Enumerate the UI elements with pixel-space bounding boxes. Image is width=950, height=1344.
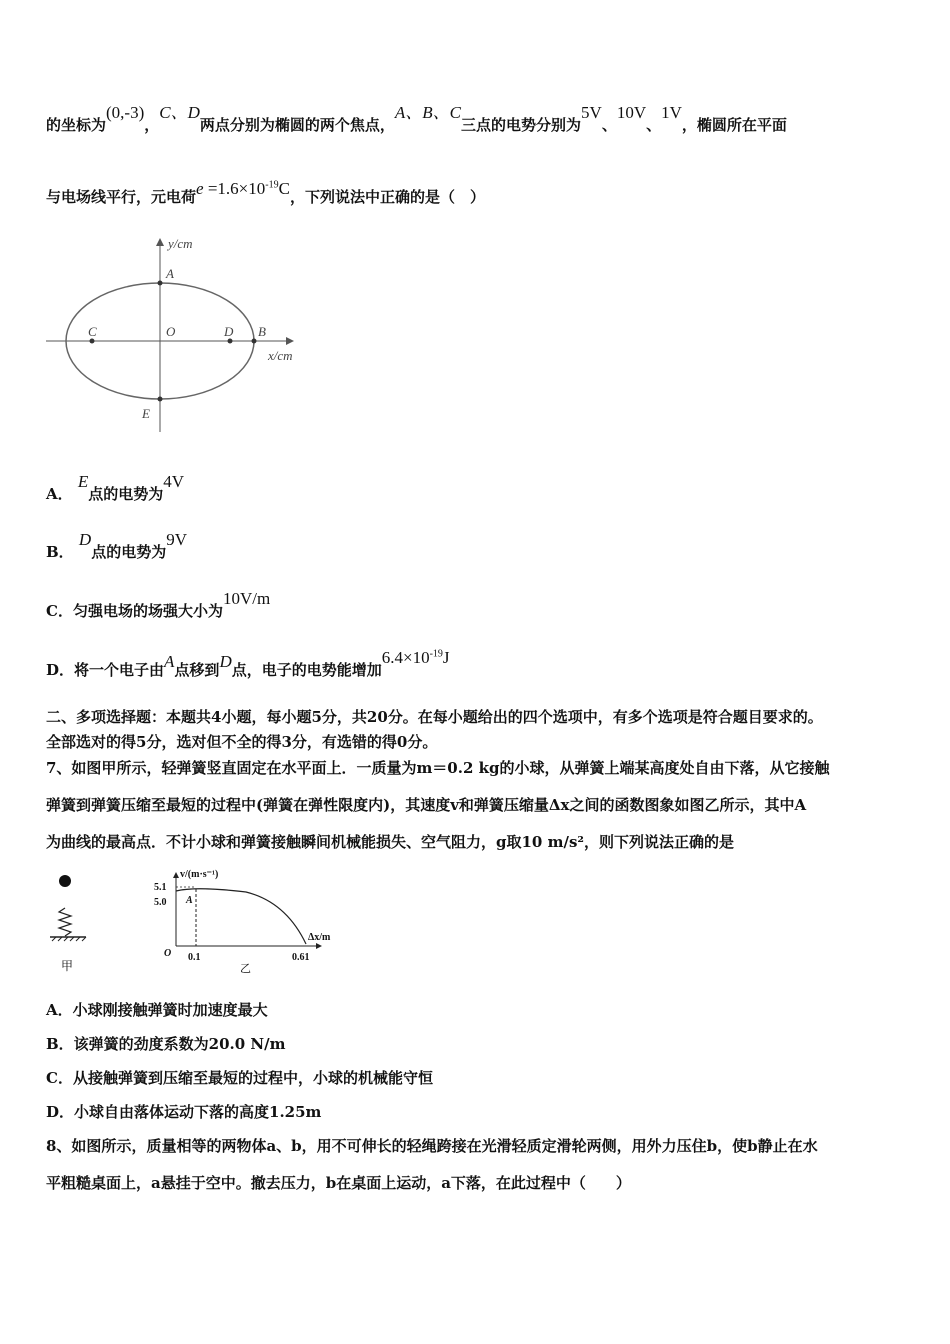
origin-label: O <box>164 948 172 959</box>
label-e: E <box>142 406 150 421</box>
q7-line-1: 7、如图甲所示，轻弹簧竖直固定在水平面上．一质量为m＝0.2 kg的小球，从弹簧上端某高度处自由下落，从它接触 <box>46 759 830 777</box>
peak-label-a: A <box>186 895 193 906</box>
x-axis-arrow-icon <box>286 337 294 345</box>
option-value <box>382 648 450 667</box>
q7-option-b: B．该弹簧的劲度系数为20.0 N/m <box>46 1035 286 1053</box>
potential-c: 1V <box>661 103 682 122</box>
label-b: B <box>258 324 266 339</box>
option-value: 4V <box>163 472 185 491</box>
point-d <box>228 339 233 344</box>
option-text: 点，电子的电势能增加 <box>231 661 382 679</box>
coord-math: (0,-3) <box>106 103 145 122</box>
y-tick-5-1: 5.1 <box>154 882 167 893</box>
cd-math: C、D <box>159 103 200 122</box>
q7-option-c: C．从接触弹簧到压缩至最短的过程中，小球的机械能守恒 <box>46 1069 433 1087</box>
q6-text: ，椭圆所在平面 <box>681 116 787 134</box>
e-value: =1.6×10 <box>207 179 266 198</box>
q8-line-1: 8、如图所示，质量相等的两物体a、b，用不可伸长的轻绳跨接在光滑轻质定滑轮两侧，用外力压住b，使b静止在水 <box>46 1137 818 1155</box>
figure-jia <box>44 870 94 975</box>
point-a <box>158 281 163 286</box>
q6-text: ，下列说法中正确的是（ ） <box>289 188 485 206</box>
separator: 、 <box>646 116 662 134</box>
x-tick-0-61: 0.61 <box>292 952 310 963</box>
value-exponent: -19 <box>429 648 443 660</box>
point-c <box>90 339 95 344</box>
option-label: D． <box>46 661 75 679</box>
figure-jia-label: 甲 <box>61 959 74 973</box>
y-tick-5-0: 5.0 <box>154 897 167 908</box>
q6-option-b <box>46 530 187 562</box>
spring-icon <box>59 908 71 936</box>
q6-option-c <box>46 589 271 621</box>
q6-line-1 <box>46 103 787 135</box>
option-label: A． <box>46 485 73 503</box>
label-d: D <box>224 324 234 339</box>
option-label: B． <box>46 543 74 561</box>
q7-option-d: D．小球自由落体运动下落的高度1.25m <box>46 1103 322 1121</box>
option-value: 9V <box>166 530 187 549</box>
value-unit: J <box>442 648 450 667</box>
ellipse-figure <box>40 232 320 432</box>
value-mantissa: 6.4×10 <box>381 648 430 667</box>
option-text: 匀强电场的场强大小为 <box>72 602 223 620</box>
graph-y-label: v/(m·s⁻¹) <box>180 869 219 880</box>
label-c: C <box>88 324 97 339</box>
q7-line-2: 弹簧到弹簧压缩至最短的过程中(弹簧在弹性限度内)，其速度v和弹簧压缩量Δx之间的函数图象如图乙所示，其中A <box>46 796 807 814</box>
q6-text: ， <box>144 116 160 134</box>
x-tick-0-1: 0.1 <box>188 952 201 963</box>
q6-text: 的坐标为 <box>46 116 107 134</box>
section-2-line-1: 二、多项选择题：本题共4小题，每小题5分，共20分。在每小题给出的四个选项中，有多个选项是符合题目要求的。 <box>46 708 823 726</box>
q7-option-a: A．小球刚接触弹簧时加速度最大 <box>46 1001 268 1019</box>
option-text: 点的电势为 <box>88 485 164 503</box>
q6-text: 两点分别为椭圆的两个焦点， <box>199 116 395 134</box>
q8-line-2: 平粗糙桌面上，a悬挂于空中。撤去压力，b在桌面上运动，a下落，在此过程中（ ） <box>46 1174 631 1192</box>
option-value: 10V/m <box>222 589 271 608</box>
q6-text: 与电场线平行，元电荷 <box>46 188 197 206</box>
e-symbol: e <box>196 179 204 198</box>
q7-line-3: 为曲线的最高点．不计小球和弹簧接触瞬间机械能损失、空气阻力，g取10 m/s²，则下列说法正确的是 <box>46 833 734 851</box>
abc-math: A、B、C <box>394 103 462 122</box>
potential-b: 10V <box>616 103 647 122</box>
figure-yi-graph <box>150 868 350 978</box>
q6-line-2 <box>46 179 485 207</box>
option-var: D <box>78 530 92 549</box>
potential-a: 5V <box>581 103 602 122</box>
y-axis-arrow-icon <box>156 238 164 246</box>
option-text: 将一个电子由 <box>74 661 165 679</box>
section-2-line-2: 全部选对的得5分，选对但不全的得3分，有选错的得0分。 <box>46 733 438 751</box>
separator: 、 <box>601 116 617 134</box>
option-var: D <box>219 652 232 671</box>
option-text: 点移到 <box>174 661 220 679</box>
q6-text: 三点的电势分别为 <box>461 116 582 134</box>
graph-x-arrow-icon <box>316 943 322 949</box>
graph-y-arrow-icon <box>173 872 179 878</box>
option-text: 点的电势为 <box>91 543 167 561</box>
point-e <box>158 397 163 402</box>
y-axis-label: y/cm <box>168 236 193 251</box>
elementary-charge <box>196 179 290 198</box>
x-axis-label: x/cm <box>268 348 293 363</box>
ball-icon <box>59 875 71 887</box>
option-var: A <box>164 652 175 671</box>
q6-option-a <box>46 472 185 504</box>
figure-yi-label: 乙 <box>240 963 251 975</box>
graph-x-label: Δx/m <box>308 932 331 943</box>
e-unit: C <box>278 179 290 198</box>
e-exponent: -19 <box>265 179 279 191</box>
label-a: A <box>166 266 174 281</box>
point-b <box>252 339 257 344</box>
option-var: E <box>77 472 89 491</box>
option-label: C． <box>46 602 73 620</box>
label-o: O <box>166 324 176 339</box>
